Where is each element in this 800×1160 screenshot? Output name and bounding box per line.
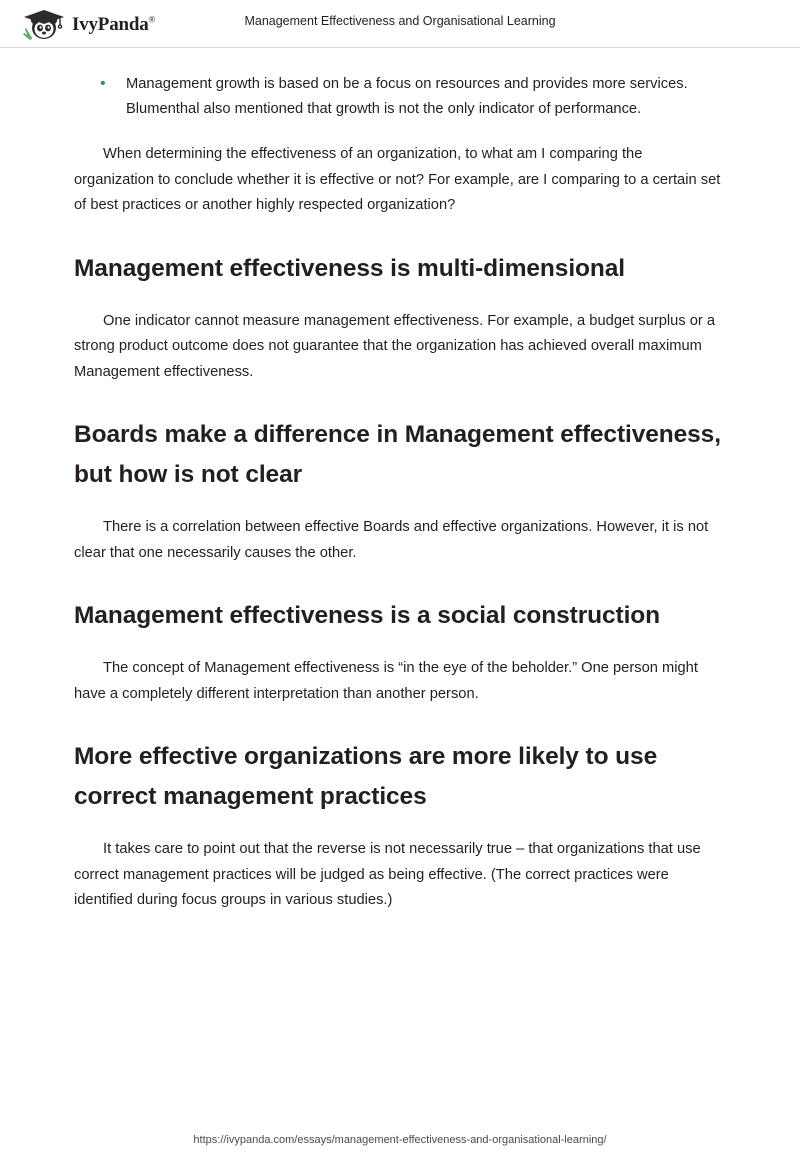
paragraph: It takes care to point out that the reverse is not necessarily true – that organizations that use correct management practices will be judged as being effective. (The correct practices were identified during focus groups in various studies.) (74, 841, 701, 908)
document-body (74, 60, 726, 914)
footer-source-url[interactable]: https://ivypanda.com/essays/management-effectiveness-and-organisational-learning/ (193, 1134, 607, 1146)
section-heading: Management effectiveness is a social construction (74, 602, 661, 629)
paragraph: The concept of Management effectiveness is “in the eye of the beholder.” One person might have a completely different interpretation than another person. (74, 660, 698, 702)
section-heading: Management effectiveness is multi-dimensional (74, 254, 625, 282)
paragraph: There is a correlation between effective Boards and effective organizations. However, it is not clear that one necessarily causes the other. (74, 519, 709, 561)
brand-name-text: IvyPanda (72, 14, 149, 35)
section-heading: Boards make a difference in Management effectiveness, but how is not clear (74, 421, 721, 488)
paragraph: One indicator cannot measure management effectiveness. For example, a budget surplus or a strong product outcome does not guarantee that the organization has achieved overall maximum Management effectiveness. (74, 312, 716, 380)
document-title: Management Effectiveness and Organisational Learning (244, 14, 556, 28)
section-heading: More effective organizations are more likely to use correct management practices (74, 743, 658, 810)
page-header (0, 0, 800, 48)
bullet-list (74, 72, 726, 122)
paragraph: When determining the effectiveness of an organization, to what am I comparing the organization to conclude whether it is effective or not? For example, are I comparing to a certain set of best practices or another highly respected organization? (74, 146, 721, 213)
brand-registered-mark: ® (148, 14, 156, 25)
list-item: • Management growth is based on be a focus on resources and provides more services. Blumenthal also mentioned that growth is not the only indicator of performance. (126, 72, 726, 122)
